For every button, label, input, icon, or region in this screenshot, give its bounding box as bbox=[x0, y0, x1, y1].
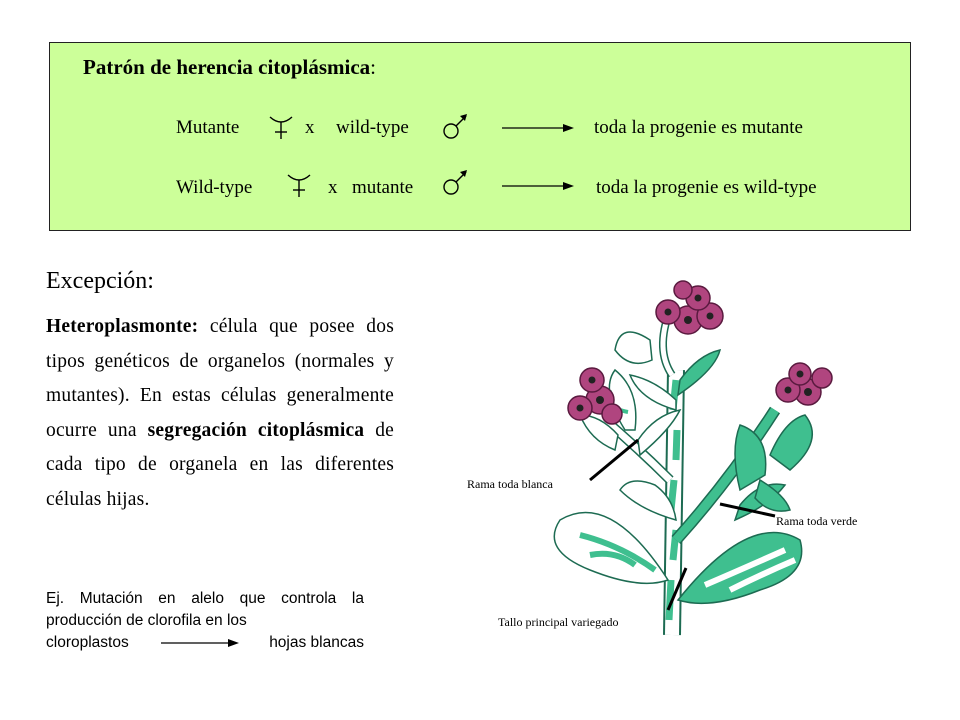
example-last-line bbox=[46, 632, 364, 654]
row1-left: Mutante bbox=[176, 117, 240, 138]
paragraph-text-1: célula que posee dos tipos genéticos de organelos (normales y mutantes). En estas células generalmente ocurre una bbox=[46, 316, 394, 441]
box-title-bold: Patrón de herencia citoplásmica bbox=[83, 55, 371, 79]
male-symbol-icon bbox=[440, 112, 470, 142]
paragraph-text-2: de cada tipo de organela en las diferentes células hijas. bbox=[46, 419, 395, 510]
female-symbol-icon bbox=[286, 171, 312, 199]
flower-cluster-right bbox=[776, 363, 832, 405]
row2-left: Wild-type bbox=[176, 177, 253, 198]
row1-arrow-icon bbox=[502, 122, 574, 134]
row2-arrow-icon bbox=[502, 180, 574, 192]
box-title bbox=[83, 55, 376, 80]
box-title-colon: : bbox=[370, 55, 376, 79]
variegated-plant-illustration bbox=[440, 280, 910, 650]
example-block bbox=[46, 588, 364, 654]
row1-result: toda la progenie es mutante bbox=[594, 117, 803, 138]
example-text: Ej. Mutación en alelo que controla la producción de clorofila en los bbox=[46, 590, 364, 629]
example-arrow-icon bbox=[159, 637, 239, 649]
exception-heading: Excepción: bbox=[46, 268, 154, 294]
example-left: cloroplastos bbox=[46, 634, 129, 651]
row2-x: x bbox=[328, 177, 338, 198]
female-symbol-icon bbox=[268, 113, 294, 141]
example-right: hojas blancas bbox=[269, 634, 364, 651]
label-green-branch: Rama toda verde bbox=[776, 514, 858, 528]
row2-result: toda la progenie es wild-type bbox=[596, 177, 817, 198]
row1-right: wild-type bbox=[336, 117, 409, 138]
row2-right: mutante bbox=[352, 177, 414, 198]
term-segregacion: segregación citoplásmica bbox=[147, 419, 365, 441]
row1-x: x bbox=[305, 117, 315, 138]
label-main-stem: Tallo principal variegado bbox=[498, 615, 619, 629]
heteroplasmon-paragraph bbox=[46, 310, 394, 518]
label-white-branch: Rama toda blanca bbox=[467, 477, 553, 491]
flower-clusters bbox=[568, 281, 832, 424]
male-symbol-icon bbox=[440, 168, 470, 198]
term-heteroplasmonte: Heteroplasmonte: bbox=[46, 316, 199, 337]
